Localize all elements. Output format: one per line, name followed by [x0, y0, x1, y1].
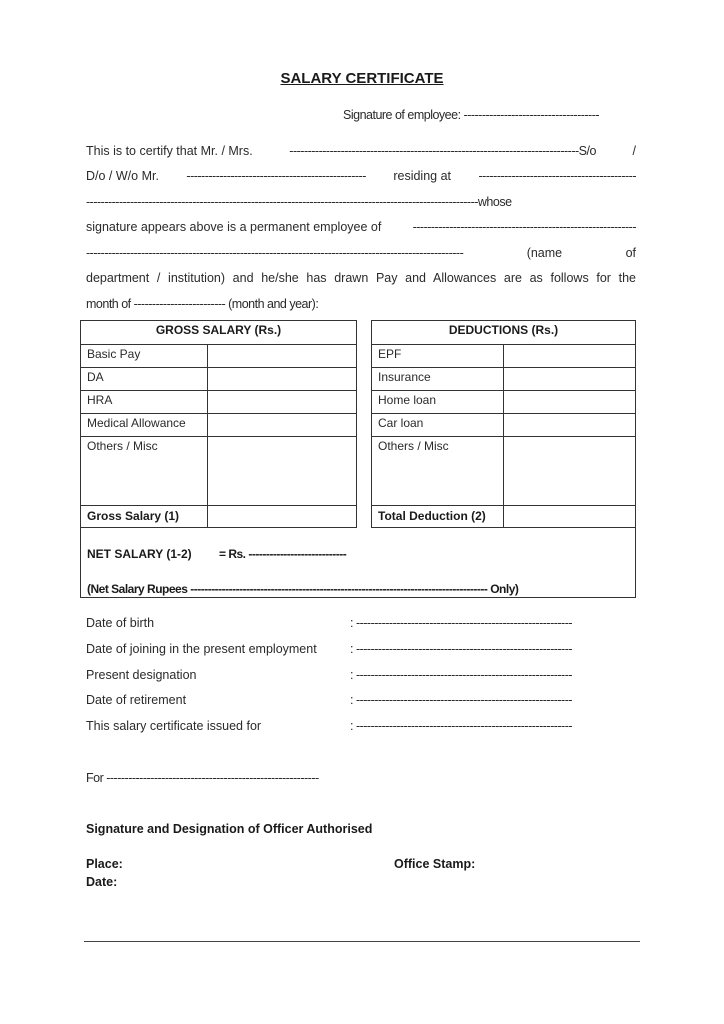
of-text: of	[625, 246, 636, 260]
for-line: For ----------------------------------------------------------	[86, 771, 319, 785]
deductions-table	[371, 320, 636, 528]
certify-line-7: month of ------------------------- (month and year):	[86, 297, 319, 311]
employer-blank: -------------------------------------------------------------	[412, 220, 636, 234]
certify-line-5	[86, 246, 636, 260]
page-title: SALARY CERTIFICATE	[280, 70, 444, 87]
slash-text: /	[632, 144, 636, 158]
detail-value: : -----------------------------------------------------------	[350, 693, 573, 707]
certify-line-1	[86, 144, 636, 158]
certify-line-2	[86, 169, 636, 183]
address-blank: -------------------------------------------	[478, 169, 636, 183]
deductions-header: DEDUCTIONS (Rs.)	[448, 323, 559, 337]
employee-signature-line: Signature of employee: -------------------------------------	[343, 108, 600, 122]
date-label: Date:	[86, 875, 118, 889]
detail-label: Date of birth	[86, 616, 155, 630]
gross-total-label: Gross Salary (1)	[87, 509, 180, 523]
certify-line-4	[86, 220, 636, 234]
net-salary-value: = Rs. ----------------------------	[219, 547, 347, 561]
net-salary-label: NET SALARY (1-2)	[87, 547, 192, 561]
gross-row-label: Basic Pay	[87, 347, 141, 361]
relation-text: D/o / W/o Mr.	[86, 169, 159, 183]
deduction-row-label: Others / Misc	[378, 439, 449, 453]
name-text: (name	[526, 246, 563, 260]
gross-row-label: HRA	[87, 393, 113, 407]
net-salary-rupees: (Net Salary Rupees ------------------------------------------------------------------------------------- Only)	[87, 582, 519, 596]
signature-designation-label: Signature and Designation of Officer Authorised	[86, 822, 373, 836]
department-blank: -------------------------------------------------------------------------------------------------------	[86, 246, 464, 260]
father-name-blank: -------------------------------------------------	[186, 169, 366, 183]
footer-divider	[84, 941, 640, 942]
certify-text: This is to certify that Mr. / Mrs.	[86, 144, 253, 158]
detail-label: Date of joining in the present employment	[86, 642, 317, 656]
certify-line-6: department / institution) and he/she has drawn Pay and Allowances are as follows for the	[86, 271, 636, 285]
deduction-row-label: Insurance	[378, 370, 431, 384]
gross-salary-header: GROSS SALARY (Rs.)	[155, 323, 282, 337]
gross-row-label: Others / Misc	[87, 439, 158, 453]
detail-label: This salary certificate issued for	[86, 719, 262, 733]
deduction-row-label: Car loan	[378, 416, 424, 430]
detail-value: : -----------------------------------------------------------	[350, 616, 573, 630]
certify-line-3: -----------------------------------------------------------------------------------------------------------whose	[86, 195, 512, 209]
residing-text: residing at	[393, 169, 452, 183]
office-stamp-label: Office Stamp:	[394, 857, 476, 871]
net-salary-box	[80, 528, 636, 598]
detail-value: : -----------------------------------------------------------	[350, 668, 573, 682]
deduction-row-label: EPF	[378, 347, 402, 361]
name-blank: -------------------------------------------------------------------------------S/o	[289, 144, 596, 158]
employee-of-text: signature appears above is a permanent employee of	[86, 220, 382, 234]
detail-value: : -----------------------------------------------------------	[350, 642, 573, 656]
detail-label: Present designation	[86, 668, 197, 682]
detail-label: Date of retirement	[86, 693, 187, 707]
place-label: Place:	[86, 857, 123, 871]
deduction-total-label: Total Deduction (2)	[378, 509, 486, 523]
gross-row-label: DA	[87, 370, 104, 384]
gross-row-label: Medical Allowance	[87, 416, 186, 430]
gross-salary-table	[80, 320, 357, 528]
detail-value: : -----------------------------------------------------------	[350, 719, 573, 733]
deduction-row-label: Home loan	[378, 393, 437, 407]
